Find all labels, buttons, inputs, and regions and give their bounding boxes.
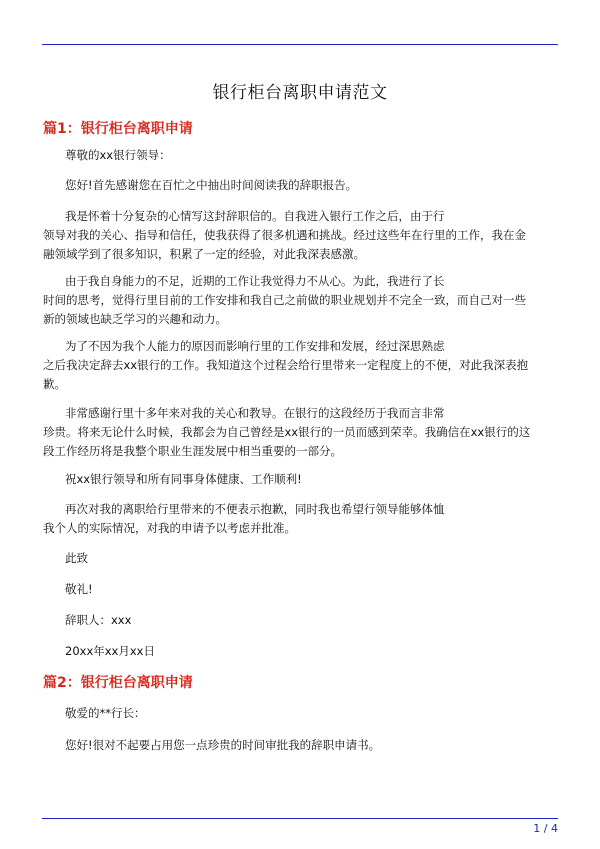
document-title: 银行柜台离职申请范文 (212, 83, 388, 103)
closing-line-2: 敬礼! (65, 582, 93, 596)
paragraph-line: 时间的思考，觉得行里目前的工作安排和我自己之前做的职业规划并不完全一致，而自己对一些 (43, 293, 526, 307)
signer-line: 辞职人：xxx (65, 613, 132, 627)
section-1-paragraph-7 (43, 500, 553, 538)
section-1-paragraph-3 (43, 272, 553, 329)
paragraph-line: 段工作经历将是我整个职业生涯发展中相当重要的一部分。 (43, 444, 342, 458)
paragraph-line: 我是怀着十分复杂的心情写这封辞职信的。自我进入银行工作之后，由于行 (65, 209, 445, 223)
bottom-rule (42, 818, 558, 819)
paragraph-line: 非常感谢行里十多年来对我的关心和教导。在银行的这段经历于我而言非常 (65, 406, 445, 420)
paragraph-line: 之后我决定辞去xx银行的工作。我知道这个过程会给行里带来一定程度上的不便，对此我深表抱 (43, 358, 529, 372)
section-2-salutation: 敬爱的**行长： (65, 706, 146, 720)
paragraph-line: 由于我自身能力的不足，近期的工作让我觉得力不从心。为此，我进行了长 (65, 274, 445, 288)
paragraph-line: 歉。 (43, 377, 66, 391)
section-1-paragraph-2 (43, 207, 553, 264)
closing-line-1: 此致 (65, 551, 88, 565)
paragraph-line: 我个人的实际情况，对我的申请予以考虑并批准。 (43, 521, 296, 535)
paragraph-line: 新的领域也缺乏学习的兴趣和动力。 (43, 312, 227, 326)
section-1-paragraph-1: 您好!首先感谢您在百忙之中抽出时间阅读我的辞职报告。 (65, 178, 358, 192)
section-1-paragraph-5 (43, 404, 553, 461)
section-2-heading: 篇2：银行柜台离职申请 (43, 675, 193, 691)
paragraph-line: 领导对我的关心、指导和信任，使我获得了很多机遇和挑战。经过这些年在行里的工作，我在金 (43, 228, 526, 242)
paragraph-line: 珍贵。将来无论什么时候，我都会为自己曾经是xx银行的一员而感到荣幸。我确信在xx银行的这 (43, 425, 531, 439)
page-number: 1 / 4 (533, 822, 558, 835)
top-rule (42, 44, 558, 45)
section-1-heading: 篇1：银行柜台离职申请 (43, 121, 193, 137)
section-1-paragraph-4 (43, 337, 553, 394)
section-1-paragraph-6: 祝xx银行领导和所有同事身体健康、工作顺利! (65, 472, 302, 486)
section-2-paragraph-1: 您好!很对不起要占用您一点珍贵的时间审批我的辞职申请书。 (65, 738, 381, 752)
date-line: 20xx年xx月xx日 (65, 644, 155, 658)
paragraph-line: 为了不因为我个人能力的原因而影响行里的工作安排和发展，经过深思熟虑 (65, 339, 445, 353)
paragraph-line: 再次对我的离职给行里带来的不便表示抱歉，同时我也希望行领导能够体恤 (65, 502, 445, 516)
paragraph-line: 融领域学到了很多知识，积累了一定的经验，对此我深表感激。 (43, 247, 365, 261)
section-1-salutation: 尊敬的xx银行领导： (65, 148, 171, 162)
